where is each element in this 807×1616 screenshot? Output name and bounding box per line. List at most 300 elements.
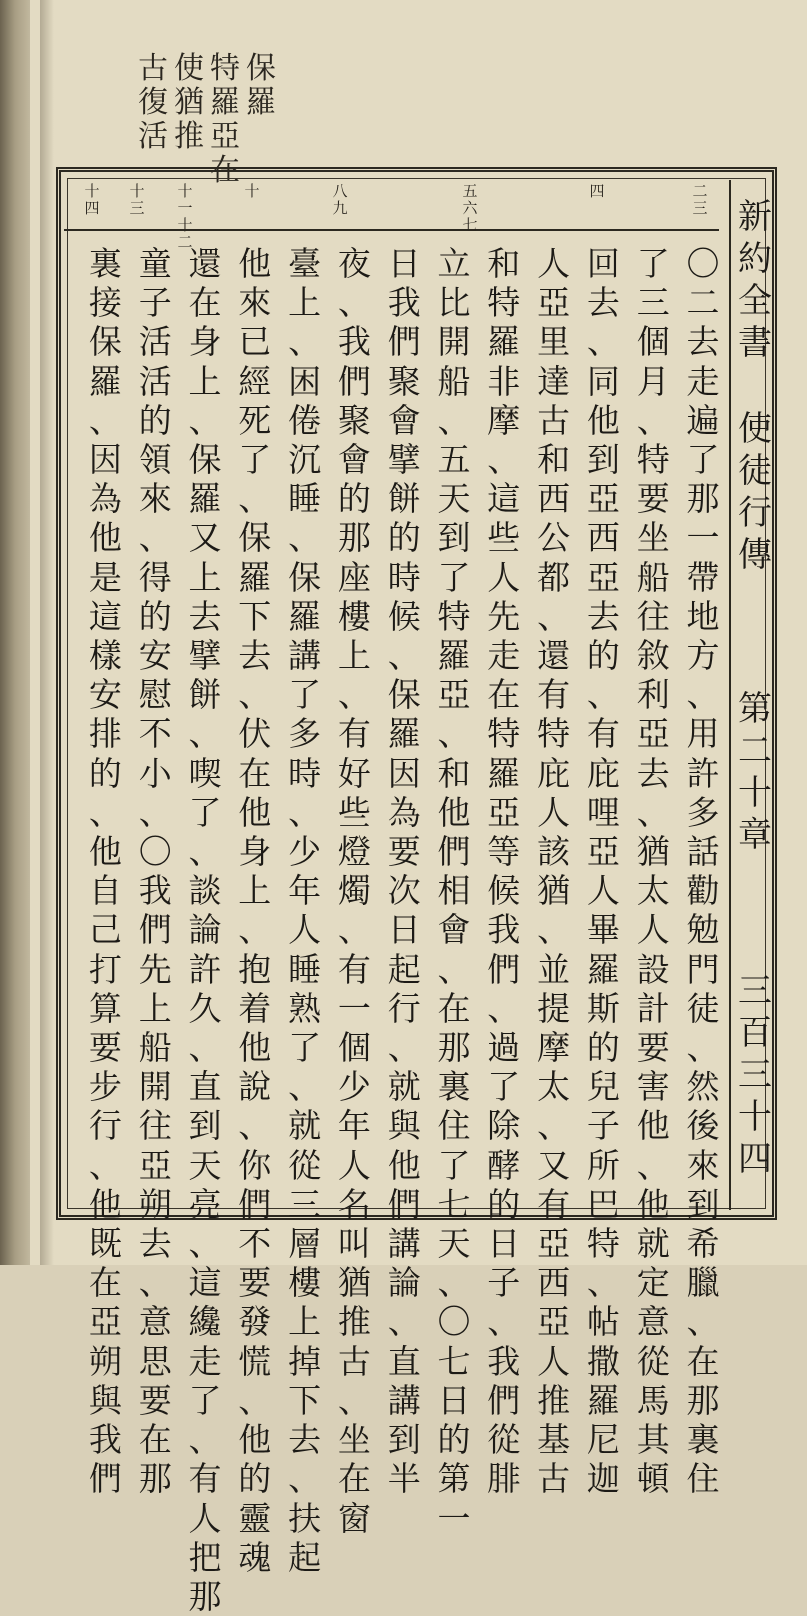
text-char: 己 [88, 910, 122, 950]
text-char: 庇 [586, 753, 620, 793]
text-char: 日 [487, 1224, 521, 1264]
text-char: 從 [288, 1145, 322, 1185]
text-char: 羅 [288, 596, 322, 636]
text-char: 伏 [238, 714, 272, 754]
text-char: 太 [636, 871, 670, 911]
text-char: 又 [537, 1145, 571, 1185]
text-char: 勉 [686, 910, 720, 950]
text-char: 身 [188, 322, 222, 362]
note-char: 特 [210, 51, 240, 86]
text-char: 來 [238, 283, 272, 323]
text-char: 有 [337, 949, 371, 989]
note-char: 在 [210, 153, 240, 188]
text-char: 回 [586, 244, 620, 283]
text-char: 在 [337, 1459, 371, 1499]
text-char: 人 [537, 792, 571, 832]
text-char: 們 [88, 1459, 122, 1499]
text-char: 們 [437, 832, 471, 872]
marginal-note [244, 52, 278, 162]
text-char: 、 [238, 675, 272, 715]
header-char: 行 [738, 493, 772, 533]
text-char: 這 [88, 596, 122, 636]
text-char: 腓 [487, 1459, 521, 1499]
text-char: 子 [487, 1263, 521, 1303]
text-char: 、 [288, 1067, 322, 1107]
text-char: 先 [487, 596, 521, 636]
text-char: 要 [238, 1263, 272, 1303]
text-char: 一 [337, 988, 371, 1028]
text-char: 、 [138, 518, 172, 558]
text-char: 走 [188, 1341, 222, 1381]
text-char: 在 [138, 1420, 172, 1460]
header-char: 十 [738, 773, 772, 813]
verse-number-char: 十 [129, 182, 145, 200]
text-char: 、 [288, 518, 322, 558]
text-char: 餅 [387, 479, 421, 519]
text-char: 要 [636, 1028, 670, 1068]
text-char: 他 [238, 244, 272, 283]
text-char: 的 [586, 636, 620, 676]
text-char: 、 [337, 283, 371, 323]
text-char: 亮 [188, 1184, 222, 1224]
text-char: 該 [537, 832, 571, 872]
text-char: 子 [138, 283, 172, 323]
text-char: 去 [188, 596, 222, 636]
text-char: 活 [138, 361, 172, 401]
text-char: 、 [387, 636, 421, 676]
text-char: 魂 [238, 1537, 272, 1577]
text-char: 坐 [337, 1420, 371, 1460]
text-char: 到 [586, 440, 620, 480]
note-char: 羅 [246, 85, 276, 120]
text-char: 朔 [138, 1184, 172, 1224]
text-char: 了 [686, 440, 720, 480]
text-char: 立 [437, 244, 471, 283]
text-char: 〇 [138, 832, 172, 872]
verse-number-char: 十 [177, 216, 193, 234]
text-char: 古 [537, 400, 571, 440]
text-char: 候 [487, 871, 521, 911]
text-char: 的 [586, 1028, 620, 1068]
note-char: 推 [174, 119, 204, 154]
text-char: 定 [636, 1263, 670, 1303]
text-char: 安 [88, 675, 122, 715]
text-char: 、 [88, 1145, 122, 1185]
text-char: 特 [636, 440, 670, 480]
text-char: 思 [138, 1341, 172, 1381]
text-char: 第 [437, 1459, 471, 1499]
text-char: 在 [88, 1263, 122, 1303]
text-char: 馬 [636, 1380, 670, 1420]
text-char: 有 [537, 675, 571, 715]
text-char: 在 [487, 675, 521, 715]
text-char: 論 [188, 910, 222, 950]
text-char: 相 [437, 871, 471, 911]
text-char: 上 [138, 988, 172, 1028]
text-char: 許 [686, 753, 720, 793]
note-char: 復 [138, 85, 168, 120]
text-char: 特 [586, 1224, 620, 1264]
text-char: 我 [138, 871, 172, 911]
text-char: 們 [337, 361, 371, 401]
text-column [185, 244, 225, 1616]
header-char: 傳 [738, 535, 772, 575]
text-char: 聚 [337, 400, 371, 440]
text-char: 門 [686, 949, 720, 989]
text-char: 、 [636, 400, 670, 440]
text-char: 一 [437, 1498, 471, 1538]
text-char: 摩 [537, 1028, 571, 1068]
text-char: 、 [537, 596, 571, 636]
verse-number-char: 十 [84, 182, 100, 200]
text-char: 七 [437, 1184, 471, 1224]
text-char: 樓 [337, 596, 371, 636]
text-char: 在 [437, 988, 471, 1028]
text-char: 古 [537, 1459, 571, 1499]
verse-number-char: 五 [462, 182, 478, 200]
text-char: 半 [387, 1459, 421, 1499]
text-char: 們 [138, 910, 172, 950]
text-char: 那 [437, 1028, 471, 1068]
text-char: 去 [238, 636, 272, 676]
text-column [434, 244, 474, 1538]
text-char: 行 [88, 1106, 122, 1146]
text-char: 、 [188, 1028, 222, 1068]
text-char: 不 [238, 1224, 272, 1264]
text-char: 設 [636, 949, 670, 989]
note-char: 猶 [174, 85, 204, 120]
text-char: 、 [238, 479, 272, 519]
text-char: 在 [686, 1341, 720, 1381]
text-char: 、 [636, 792, 670, 832]
text-char: 走 [487, 636, 521, 676]
text-char: 論 [387, 1263, 421, 1303]
text-char: 因 [88, 440, 122, 480]
text-char: 的 [238, 1459, 272, 1499]
text-char: 頓 [636, 1459, 670, 1499]
text-char: 下 [238, 596, 272, 636]
text-char: 三 [288, 1184, 322, 1224]
verse-number [230, 183, 274, 200]
text-char: 要 [636, 479, 670, 519]
text-char: 不 [138, 714, 172, 754]
text-char: 五 [437, 440, 471, 480]
text-char: 開 [437, 322, 471, 362]
text-char: 所 [586, 1145, 620, 1185]
text-char: 在 [238, 753, 272, 793]
text-char: 、 [188, 1224, 222, 1264]
text-char: 死 [238, 400, 272, 440]
text-char: 羅 [188, 479, 222, 519]
page-number [731, 970, 779, 1180]
text-char: 到 [686, 1184, 720, 1224]
text-char: 去 [586, 596, 620, 636]
text-char: 上 [188, 361, 222, 401]
text-char: 基 [537, 1420, 571, 1460]
text-char: 的 [337, 479, 371, 519]
text-char: 猶 [636, 832, 670, 872]
book-title [731, 196, 779, 364]
text-char: 身 [238, 832, 272, 872]
text-char: 利 [636, 675, 670, 715]
text-char: 他 [586, 400, 620, 440]
text-char: 少 [288, 832, 322, 872]
text-char: 這 [188, 1263, 222, 1303]
text-char: 講 [288, 636, 322, 676]
text-char: 住 [437, 1106, 471, 1146]
text-char: 比 [437, 283, 471, 323]
text-char: 保 [387, 675, 421, 715]
text-char: 和 [487, 244, 521, 283]
text-char: 把 [188, 1537, 222, 1577]
text-char: 名 [337, 1184, 371, 1224]
text-char: 帖 [586, 1302, 620, 1342]
verse-number-row [64, 175, 719, 251]
text-char: 先 [138, 949, 172, 989]
text-char: 方 [686, 636, 720, 676]
text-char: 扶 [288, 1498, 322, 1538]
text-char: 會 [437, 910, 471, 950]
text-char: 慌 [238, 1341, 272, 1381]
text-char: 船 [138, 1028, 172, 1068]
text-char: 步 [88, 1067, 122, 1107]
text-column [484, 244, 524, 1499]
text-char: 倦 [288, 400, 322, 440]
header-char: 約 [738, 239, 772, 279]
text-char: 船 [636, 557, 670, 597]
text-char: 講 [387, 1380, 421, 1420]
text-char: 、 [188, 714, 222, 754]
text-char: 、 [188, 1420, 222, 1460]
text-char: 的 [138, 400, 172, 440]
text-char: 亞 [537, 283, 571, 323]
text-char: 有 [537, 1184, 571, 1224]
marginal-note [136, 52, 170, 162]
text-char: 你 [238, 1145, 272, 1185]
text-char: 了 [636, 244, 670, 283]
text-char: 亞 [586, 832, 620, 872]
text-char: 酵 [487, 1145, 521, 1185]
text-char: 人 [288, 910, 322, 950]
text-char: 特 [487, 714, 521, 754]
text-char: 非 [487, 361, 521, 401]
header-char: 三 [738, 971, 772, 1011]
verse-number [70, 183, 114, 217]
text-char: 燈 [337, 832, 371, 872]
verse-number-char: 十 [177, 182, 193, 200]
text-char: 掉 [288, 1341, 322, 1381]
text-char: 算 [88, 988, 122, 1028]
text-char: 、 [636, 1145, 670, 1185]
text-char: 、 [337, 1380, 371, 1420]
text-column [583, 244, 623, 1499]
text-char: 因 [387, 753, 421, 793]
text-char: 一 [686, 518, 720, 558]
text-char: 就 [288, 1106, 322, 1146]
verse-number-char: 四 [589, 182, 605, 200]
text-char: 遍 [686, 400, 720, 440]
verse-number-char: 三 [129, 199, 145, 217]
text-char: 羅 [586, 1380, 620, 1420]
text-char: 我 [487, 1341, 521, 1381]
text-char: 然 [686, 1067, 720, 1107]
text-char: 這 [487, 479, 521, 519]
section-title [731, 408, 779, 576]
text-char: 的 [138, 596, 172, 636]
text-char: 兒 [586, 1067, 620, 1107]
text-column [683, 244, 723, 1499]
text-char: 既 [88, 1224, 122, 1264]
text-char: 們 [238, 1184, 272, 1224]
text-char: 在 [188, 283, 222, 323]
text-char: 其 [636, 1420, 670, 1460]
text-column [534, 244, 574, 1499]
text-char: 他 [636, 1106, 670, 1146]
text-char: 二 [686, 283, 720, 323]
text-char: 些 [337, 792, 371, 832]
text-char: 和 [537, 440, 571, 480]
text-char: 、 [238, 1380, 272, 1420]
text-char: 打 [88, 949, 122, 989]
text-char: 他 [88, 518, 122, 558]
text-char: 、 [238, 1106, 272, 1146]
text-char: 推 [537, 1380, 571, 1420]
note-char: 亞 [210, 119, 240, 154]
text-char: 去 [636, 753, 670, 793]
text-char: 意 [138, 1302, 172, 1342]
text-char: 徒 [686, 988, 720, 1028]
text-char: 、 [437, 400, 471, 440]
verse-number-char: 四 [84, 199, 100, 217]
text-char: 勸 [686, 871, 720, 911]
text-char: 、 [188, 400, 222, 440]
text-char: 睡 [288, 949, 322, 989]
text-char: 亞 [437, 675, 471, 715]
text-char: 纔 [188, 1302, 222, 1342]
text-char: 、 [288, 792, 322, 832]
verse-number-char: 六 [462, 199, 478, 217]
text-char: 亞 [88, 1302, 122, 1342]
text-char: 上 [288, 1302, 322, 1342]
text-char: 人 [188, 1498, 222, 1538]
text-char: 來 [138, 479, 172, 519]
text-char: 為 [88, 479, 122, 519]
text-char: 、 [387, 1028, 421, 1068]
text-char: 人 [487, 557, 521, 597]
text-column [633, 244, 673, 1499]
text-char: 那 [337, 518, 371, 558]
text-char: 領 [138, 440, 172, 480]
text-char: 了 [437, 557, 471, 597]
text-char: 、 [686, 675, 720, 715]
text-char: 小 [138, 753, 172, 793]
verse-number [115, 183, 159, 217]
text-char: 去 [686, 322, 720, 362]
text-char: 庇 [537, 753, 571, 793]
text-char: 、 [288, 1459, 322, 1499]
text-char: 人 [636, 910, 670, 950]
text-char: 起 [288, 1537, 322, 1577]
text-char: 他 [238, 1420, 272, 1460]
text-char: 自 [88, 871, 122, 911]
text-char: 裏 [686, 1420, 720, 1460]
text-char: 去 [586, 283, 620, 323]
text-char: 我 [337, 322, 371, 362]
text-char: 我 [387, 283, 421, 323]
text-char: 着 [238, 988, 272, 1028]
text-char: 羅 [88, 361, 122, 401]
text-char: 他 [88, 832, 122, 872]
verse-number-char: 九 [332, 199, 348, 217]
text-char: 提 [537, 988, 571, 1028]
text-char: 們 [487, 949, 521, 989]
text-char: 過 [487, 1028, 521, 1068]
text-char: 走 [686, 361, 720, 401]
text-char: 燭 [337, 871, 371, 911]
header-char: 全 [738, 281, 772, 321]
text-char: 、 [238, 910, 272, 950]
text-char: 還 [537, 636, 571, 676]
text-char: 樣 [88, 636, 122, 676]
text-char: 窗 [337, 1498, 371, 1538]
text-char: 年 [288, 871, 322, 911]
text-char: 了 [288, 675, 322, 715]
text-char: 、 [437, 714, 471, 754]
marginal-notes [138, 51, 278, 188]
text-char: 上 [337, 636, 371, 676]
text-char: 船 [437, 361, 471, 401]
header-char: 章 [738, 815, 772, 855]
text-char: 安 [138, 636, 172, 676]
verse-number-char: 七 [462, 216, 478, 234]
text-char: 要 [88, 1028, 122, 1068]
text-char: 、 [487, 988, 521, 1028]
text-char: 天 [437, 479, 471, 519]
text-char: 到 [437, 518, 471, 558]
text-char: 、 [537, 1106, 571, 1146]
text-char: 談 [188, 871, 222, 911]
text-column [85, 244, 125, 1499]
text-char: 發 [238, 1302, 272, 1342]
text-char: 、 [188, 832, 222, 872]
text-char: 好 [337, 753, 371, 793]
header-char: 徒 [738, 451, 772, 491]
text-char: 特 [437, 596, 471, 636]
text-char: 保 [188, 440, 222, 480]
verse-number-char: 二 [692, 182, 708, 200]
text-column [334, 244, 374, 1538]
note-char: 保 [246, 51, 276, 86]
text-char: 喫 [188, 753, 222, 793]
note-char: 活 [138, 119, 168, 154]
text-char: 要 [387, 832, 421, 872]
text-char: 、 [537, 910, 571, 950]
text-char: 、 [586, 675, 620, 715]
text-char: 尼 [586, 1420, 620, 1460]
text-char: 、 [586, 322, 620, 362]
text-char: 人 [537, 244, 571, 283]
text-char: 活 [138, 322, 172, 362]
text-char: 、 [88, 400, 122, 440]
text-char: 他 [387, 1145, 421, 1185]
text-char: 保 [88, 322, 122, 362]
text-char: 等 [487, 832, 521, 872]
text-char: 的 [88, 753, 122, 793]
text-char: 哩 [586, 792, 620, 832]
text-char: 亞 [586, 557, 620, 597]
text-char: 講 [387, 1224, 421, 1264]
text-char: 都 [537, 557, 571, 597]
